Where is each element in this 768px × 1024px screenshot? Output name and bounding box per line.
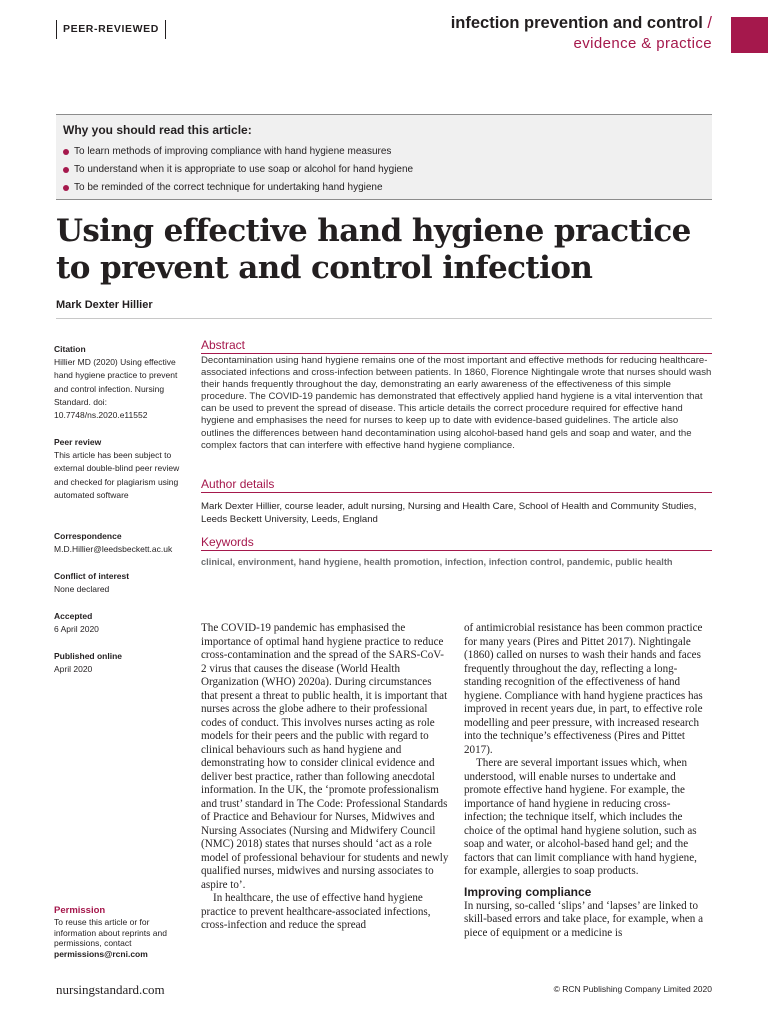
accepted-block [54, 610, 186, 636]
published-label: Published online [54, 651, 123, 661]
footer-copyright: © RCN Publishing Company Limited 2020 [553, 984, 712, 994]
journal-subtitle: evidence & practice [573, 35, 712, 52]
keywords-text: clinical, environment, hand hygiene, health promotion, infection, infection control, pandemic, public health [201, 557, 673, 567]
why-read-list [63, 143, 413, 197]
permission-text: To reuse this article or for information about reprints and permissions, contact [54, 917, 167, 948]
section-subheading: Improving compliance [464, 884, 592, 899]
corner-accent-block [731, 17, 768, 53]
why-read-item: To learn methods of improving compliance with hand hygiene measures [63, 143, 413, 161]
published-date: April 2020 [54, 664, 93, 675]
author-details-heading: Author details [201, 477, 712, 493]
accepted-label: Accepted [54, 611, 93, 621]
citation-block [54, 343, 186, 422]
footer-site-link[interactable]: nursingstandard.com [56, 982, 165, 997]
body-paragraph: The COVID-19 pandemic has emphasised the importance of optimal hand hygiene practice to reduce cross-contamination and the spread of the SARS-CoV-2 virus that causes the disease (World Health Organization (WHO) 2020a). During circumstances that present a threat to public health, it is important that nurses across the globe adhere to their professional codes of conduct. This involves nurses acting as role models for their peers and the public with regard to clinical behaviours such as hand hygiene and demonstrating how to consider clinical evidence and deliver best practice, rather than following anecdotal information. In the UK, the ‘promote professionalism and trust’ standard in The Code: Professional Standards of Practice and Behaviour for Nurses, Midwives and Nursing Associates (Nursing and Midwifery Council (NMC) 2018) states that nurses should ‘act as a role model of professional behaviour for students and newly qualified nurses, midwives and nursing associates to aspire to’. [201, 622, 449, 891]
body-paragraph: In healthcare, the use of effective hand hygiene practice to prevent healthcare-associated infections, cross-infection and reduce the spread [201, 892, 431, 931]
peer-review-label: Peer review [54, 437, 102, 447]
citation-label: Citation [54, 344, 86, 354]
body-column-left [201, 622, 449, 933]
article-author: Mark Dexter Hillier [56, 299, 153, 311]
abstract-heading: Abstract [201, 338, 712, 354]
body-paragraph: There are several important issues which, when understood, will enable nurses to undertake and promote effective hand hygiene. For example, the importance of hand hygiene in reducing cross-infection; the technique itself, which includes the choice of the optimal hand hygiene solution, such as soap and water, or alcohol-based hand gel; and the factors that can limit compliance with hand hygiene, for example, allergies to soap products. [464, 757, 697, 877]
peer-review-block [54, 436, 186, 502]
divider [56, 318, 712, 319]
body-column-right [464, 622, 712, 940]
correspondence-label: Correspondence [54, 531, 122, 541]
correspondence-email[interactable]: M.D.Hillier@leedsbeckett.ac.uk [54, 544, 173, 555]
correspondence-block [54, 530, 186, 556]
body-paragraph: In nursing, so-called ‘slips’ and ‘lapses’ are linked to skill-based errors and take place, for example, when a piece of equipment or a medicine is [464, 899, 704, 939]
why-read-item: To understand when it is appropriate to use soap or alcohol for hand hygiene [63, 161, 413, 179]
journal-title-slash: / [707, 14, 712, 32]
journal-title [451, 14, 712, 33]
published-block [54, 650, 186, 676]
why-read-box [56, 114, 712, 200]
peer-review-text: This article has been subject to external double-blind peer review and checked for plagiarism using automated software [54, 450, 180, 500]
keywords-heading: Keywords [201, 535, 712, 551]
article-title: Using effective hand hygiene practice to prevent and control infection [56, 213, 691, 286]
permission-label: Permission [54, 905, 106, 916]
permission-email[interactable]: permissions@rcni.com [54, 948, 148, 959]
accepted-date: 6 April 2020 [54, 624, 99, 635]
conflict-label: Conflict of interest [54, 571, 130, 581]
peer-reviewed-tag: PEER-REVIEWED [56, 20, 166, 39]
citation-text: Hillier MD (2020) Using effective hand hygiene practice to prevent and control infection. Nursing Standard. doi: 10.7748/ns.2020.e11552 [54, 357, 178, 421]
journal-title-text: infection prevention and control [450, 14, 703, 32]
body-paragraph: of antimicrobial resistance has been common practice for many years (Pires and Pittet 2017). Nightingale (1860) called on nurses to wash their hands and faces frequently throughout the day, reflecting a long-standing recognition of the effectiveness of hand hygiene. Compliance with hand hygiene practices has improved in recent years due, in part, to effective role modelling and peer pressure, with increased research into the technique’s effectiveness (Pires and Pittet 2017). [464, 622, 703, 756]
conflict-text: None declared [54, 584, 110, 595]
permission-block [54, 905, 186, 959]
conflict-block [54, 570, 186, 596]
author-details-text: Mark Dexter Hillier, course leader, adult nursing, Nursing and Health Care, School of Health and Community Studies, Leeds Beckett University, Leeds, England [201, 501, 697, 525]
why-read-title: Why you should read this article: [63, 123, 252, 137]
abstract-text: Decontamination using hand hygiene remains one of the most important and effective methods for reducing healthcare-associated infections and cross-infection between patients. In 1860, Florence Nightingale wrote that nurses should wash their hands frequently throughout the day, demonstrating an early awareness of the effectiveness of this simple procedure. The COVID-19 pandemic has demonstrated that effectively applied hand hygiene is a vital intervention that can be used to prevent the spread of disease. This article details the correct procedure required for effective hand hygiene and emphasises the need for nurses to keep up to date with evidence-based guidelines. The article also outlines the differences between hand decontamination using alcohol-based hand gels and soap and water, and the complex factors that can interfere with effective hand hygiene compliance. [201, 355, 712, 451]
why-read-item: To be reminded of the correct technique for undertaking hand hygiene [63, 179, 413, 197]
